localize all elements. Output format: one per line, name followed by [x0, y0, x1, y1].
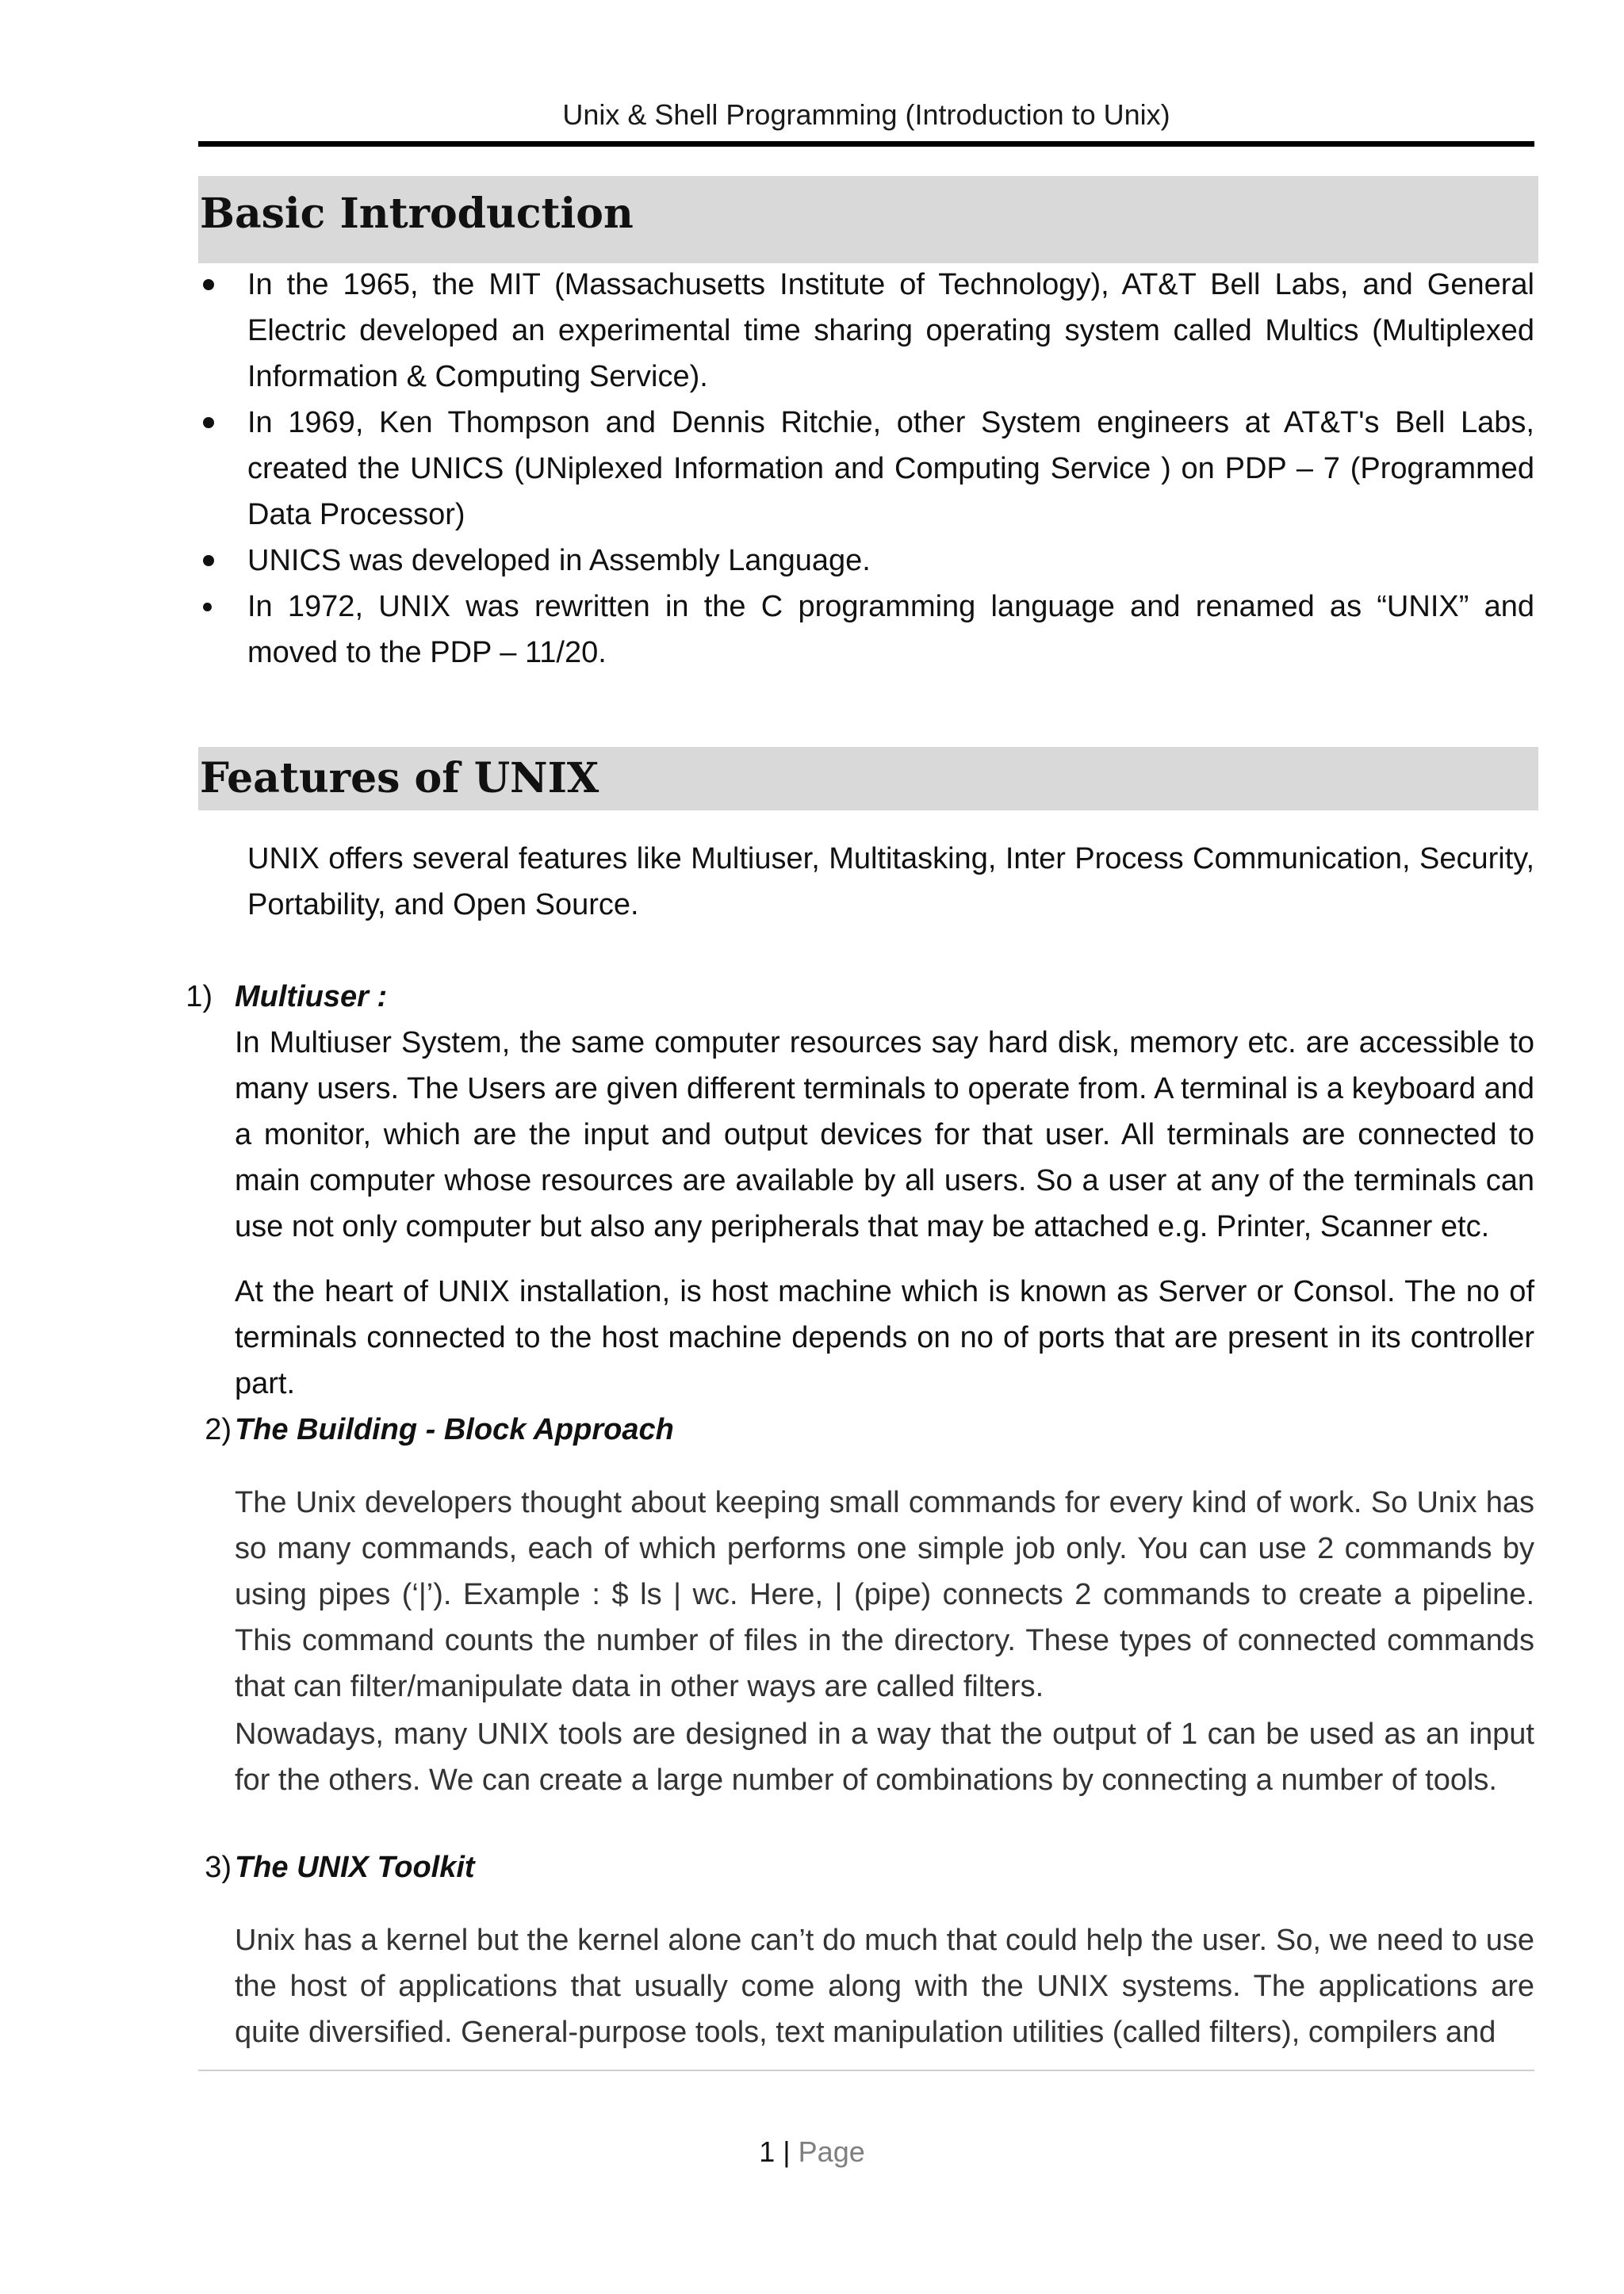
page-label: Page — [798, 2135, 865, 2168]
page-number: 1 — [759, 2135, 776, 2168]
feature-paragraph: Unix has a kernel but the kernel alone can’t do much that could help the user. So, we need to use the host of applications that usually come along with the UNIX systems. The applications are quite diversified. General-purpose tools, text manipulation utilities (called filters), compilers and — [235, 1924, 1534, 2049]
bullet-icon — [203, 279, 214, 290]
feature-label: The Building - Block Approach — [235, 1413, 674, 1446]
page-header: Unix & Shell Programming (Introduction to Unix) — [562, 98, 1170, 131]
feature-paragraph: The Unix developers thought about keeping small commands for every kind of work. So Unix has so many commands, each of which performs one simple job only. You can use 2 commands by using pipes (‘|’). Example : $ ls | wc. Here, | (pipe) connects 2 commands to create a pipeline. This command counts the number of files in the directory. These types of connected commands that can filter/manipulate data in other ways are called filters. — [235, 1486, 1534, 1703]
feature-label: The UNIX Toolkit — [235, 1851, 475, 1884]
page-separator: | — [783, 2135, 791, 2168]
page-footer — [0, 2135, 1624, 2169]
feature-paragraph: Nowadays, many UNIX tools are designed in a way that the output of 1 can be used as an input for the others. We can create a large number of combinations by connecting a number of tools. — [235, 1718, 1534, 1797]
bullet-item: In the 1965, the MIT (Massachusetts Institute of Technology), AT&T Bell Labs, and General Electric developed an experimental time sharing operating system called Multics (Multiplexed Information & Computing Service). — [198, 262, 1534, 400]
section-title: Features of UNIX — [200, 754, 599, 802]
feature-number: 3) — [205, 1851, 232, 1884]
feature-paragraph: In Multiuser System, the same computer resources say hard disk, memory etc. are accessible to many users. The Users are given different terminals to operate from. A terminal is a keyboard and a monitor, which are the input and output devices for that user. All terminals are connected to main computer whose resources are available by all users. So a user at any of the terminals can use not only computer but also any peripherals that may be attached e.g. Printer, Scanner etc. — [235, 1026, 1534, 1243]
feature-label: Multiuser : — [235, 980, 388, 1013]
bullet-list — [198, 262, 1534, 676]
footer-rule — [198, 2070, 1534, 2071]
section-heading-band — [198, 176, 1538, 263]
bullet-icon — [203, 417, 214, 428]
bullet-icon — [203, 603, 212, 611]
bullet-item: UNICS was developed in Assembly Language. — [198, 538, 1534, 584]
bullet-item: In 1972, UNIX was rewritten in the C programming language and renamed as “UNIX” and moved to the PDP – 11/20. — [198, 584, 1534, 676]
feature-paragraph: At the heart of UNIX installation, is host machine which is known as Server or Consol. The no of terminals connected to the host machine depends on no of ports that are present in its controller part. — [235, 1275, 1534, 1400]
section-title: Basic Introduction — [200, 190, 634, 238]
feature-number: 2) — [205, 1413, 232, 1446]
section-intro: UNIX offers several features like Multiuser, Multitasking, Inter Process Communication, Security, Portability, and Open Source. — [247, 842, 1534, 921]
feature-number: 1) — [186, 980, 213, 1013]
bullet-icon — [203, 555, 214, 566]
section-heading-band — [198, 747, 1538, 810]
header-rule — [198, 141, 1534, 147]
bullet-item: In 1969, Ken Thompson and Dennis Ritchie, other System engineers at AT&T's Bell Labs, created the UNICS (UNiplexed Information and Computing Service ) on PDP – 7 (Programmed Data Processor) — [198, 400, 1534, 538]
